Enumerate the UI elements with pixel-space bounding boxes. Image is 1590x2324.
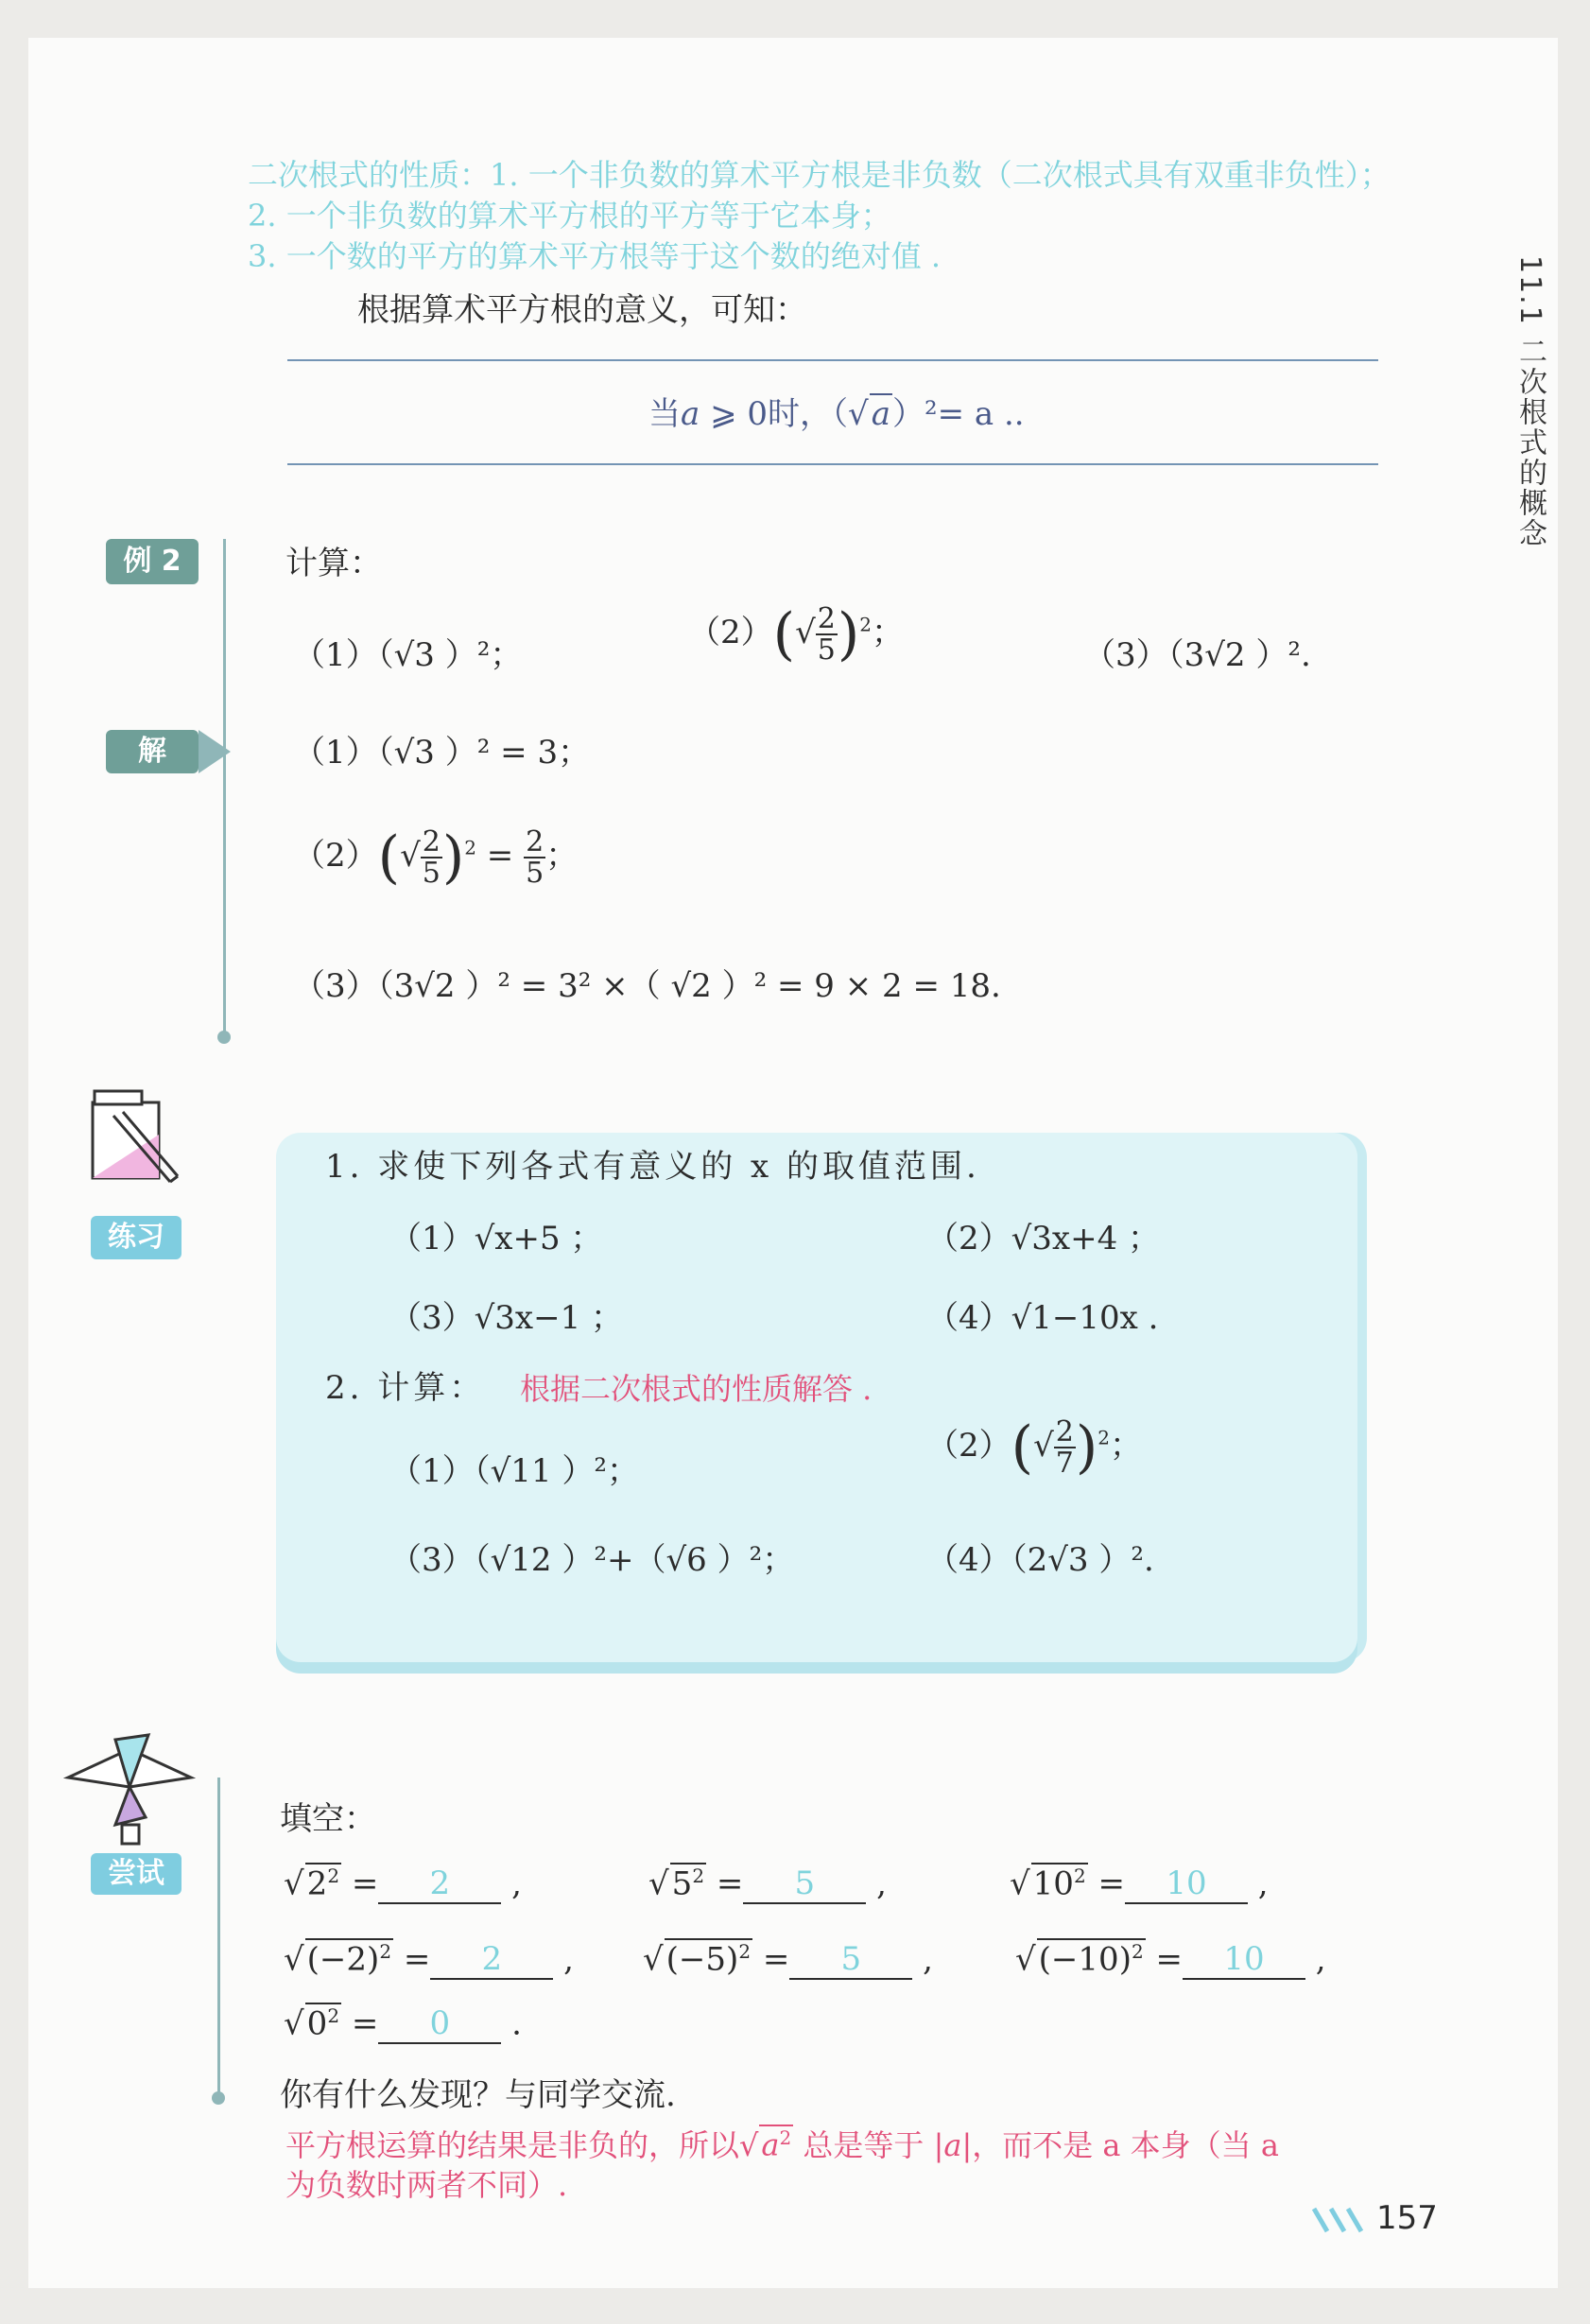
- practice-hint: 根据二次根式的性质解答 .: [520, 1371, 873, 1407]
- formula-radicand: a: [871, 395, 890, 433]
- example-a2: （2）(√ $\frac{2}{5}$ )$^2$ = $\frac{2}{5}$ ；: [293, 824, 579, 891]
- note-line-2: 2. 一个非负数的算术平方根的平方等于它本身；: [248, 198, 891, 234]
- q2-label: （2）: [688, 614, 773, 651]
- practice-q2-item3: （3）（√12 ）²+（√6 ）²；: [389, 1541, 795, 1579]
- solution-tag: 解: [106, 730, 199, 773]
- try-end-dot: [212, 2091, 225, 2105]
- try-prompt: 填空：: [280, 1800, 376, 1838]
- practice-q2-item2: （2）(√ $\frac{2}{7}$ )$^2$；: [926, 1414, 1142, 1481]
- p2-item2-label: （2）: [926, 1427, 1011, 1465]
- q1-label: （1）: [293, 636, 378, 674]
- notepad-pencil-icon: [76, 1078, 189, 1201]
- formula-suffix: ）²= a ..: [891, 395, 1025, 433]
- practice-q1-item4: （4）√1−10x .: [926, 1299, 1159, 1337]
- fill-7: $√0^2 = 0$ .: [284, 2004, 522, 2043]
- formula-prefix: 当: [648, 395, 681, 433]
- try-question: 你有什么发现？与同学交流.: [280, 2076, 676, 2114]
- q3-label: （3）: [1083, 636, 1168, 674]
- finding-line-1: 平方根运算的结果是非负的，所以$√a^2$ 总是等于 |a|，而不是 a 本身（当 a: [285, 2126, 1279, 2163]
- fill-6: $√(-10)^2 = 10$ ,: [1015, 1940, 1326, 1979]
- solution-arrow-icon: [199, 730, 231, 773]
- practice-q1: 1. 求使下列各式有意义的 x 的取值范围.: [325, 1148, 980, 1186]
- practice-q2-item4: （4）（2√3 ）².: [926, 1541, 1154, 1579]
- example-vline: [223, 539, 226, 1040]
- finding-abs: a: [943, 2127, 962, 2163]
- formula-var: a: [681, 395, 700, 433]
- blank-7[interactable]: 0: [378, 2004, 501, 2044]
- example-q3: [1083, 629, 1311, 675]
- example-end-dot: [217, 1031, 231, 1044]
- practice-tag: 练习: [91, 1216, 181, 1259]
- practice-q1-item1: （1）√x+5 ；: [389, 1220, 603, 1257]
- note-line-1: 二次根式的性质：1. 一个非负数的算术平方根是非负数（二次根式具有双重非负性）；: [248, 157, 1391, 193]
- q1-text: （√3 ）²；: [377, 636, 523, 674]
- formula-rule-bottom: [287, 463, 1378, 465]
- fill-5: $√(-5)^2 = 5$ ,: [643, 1940, 933, 1979]
- note-line-3: 3. 一个数的平方的算术平方根等于这个数的绝对值 .: [248, 238, 942, 274]
- finding-line-2: 为负数时两者不同）.: [285, 2167, 568, 2203]
- page-number: 157: [1376, 2199, 1438, 2237]
- chapter-side-title: 11.1 二次根式的概念: [1513, 255, 1547, 549]
- formula: 当a ⩾ 0时，（√a）²= a ..: [648, 395, 1025, 433]
- blank-5[interactable]: 5: [789, 1940, 912, 1980]
- finding-l1: 平方根运算的结果是非负的，所以: [285, 2127, 740, 2163]
- practice-q1-item3: （3）√3x−1 ；: [389, 1299, 624, 1337]
- finding-mid: 总是等于: [803, 2127, 925, 2163]
- fill-1: $√2^2 = 2$ ,: [284, 1864, 522, 1903]
- example-tag: 例 2: [106, 539, 199, 584]
- q3-text: （3√2 ）².: [1167, 636, 1311, 674]
- blank-1[interactable]: 2: [378, 1864, 501, 1904]
- slash-marks-icon: [1310, 2203, 1376, 2237]
- formula-rule-top: [287, 359, 1378, 361]
- try-vline: [217, 1778, 220, 2099]
- finding-end: ，而不是 a 本身（当 a: [972, 2127, 1279, 2163]
- practice-q1-item2: （2）√3x+4 ；: [926, 1220, 1161, 1257]
- pinwheel-icon: [59, 1730, 200, 1853]
- example-prompt: 计算：: [285, 545, 382, 582]
- fill-3: $√10^2 = 10$ ,: [1010, 1864, 1269, 1903]
- formula-cond: ⩾ 0时，（: [700, 395, 849, 433]
- practice-q2: 2. 计算：: [325, 1369, 486, 1407]
- blank-2[interactable]: 5: [743, 1864, 866, 1904]
- practice-q2-item1: （1）（√11 ）²；: [389, 1452, 639, 1490]
- blank-4[interactable]: 2: [430, 1940, 553, 1980]
- blank-6[interactable]: 10: [1183, 1940, 1305, 1980]
- blank-3[interactable]: 10: [1125, 1864, 1248, 1904]
- example-q2: （2）(√ $\frac{2}{5}$ )$^2$；: [688, 601, 904, 668]
- fill-4: $√(-2)^2 = 2$ ,: [284, 1940, 574, 1979]
- a2-label: （2）: [293, 837, 378, 875]
- example-a3: （3）（3√2 ）² = 3² ×（ √2 ）² = 9 × 2 = 18.: [293, 967, 1001, 1005]
- example-q1: [293, 629, 522, 675]
- intro-text: 根据算术平方根的意义，可知：: [357, 291, 807, 329]
- fill-2: $√5^2 = 5$ ,: [648, 1864, 887, 1903]
- example-a1: （1）（√3 ）² = 3；: [293, 734, 591, 772]
- try-tag: 尝试: [91, 1853, 181, 1895]
